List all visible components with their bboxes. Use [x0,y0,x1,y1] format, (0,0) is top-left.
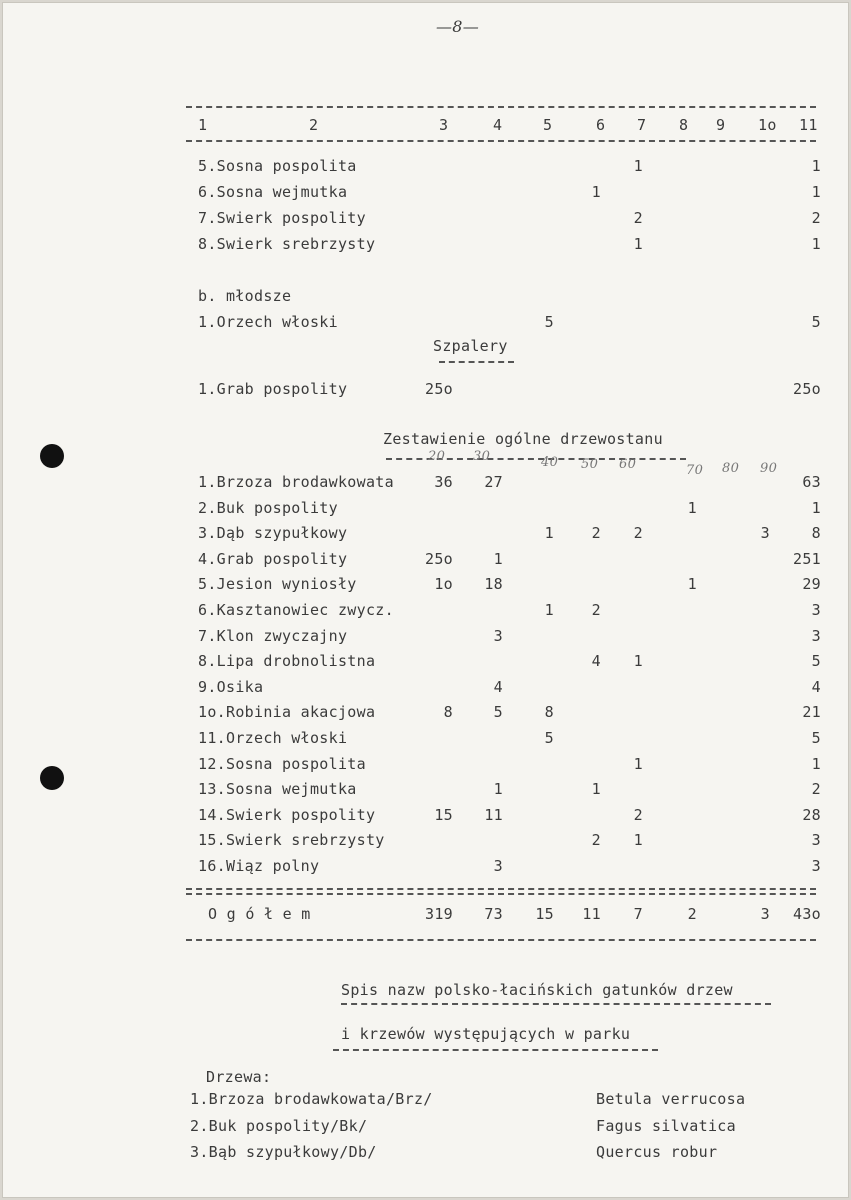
list-heading-line1: Spis nazw polsko-łacińskich gatunków drzew [341,981,733,999]
cell-value: 1 [544,524,554,543]
species-polish-name: 2.Buk pospolity/Bk/ [190,1116,368,1135]
cell-value: 2 [811,780,821,799]
title-underline [439,361,514,363]
punch-hole [40,766,64,790]
row-label: 1.Orzech włoski [198,313,338,331]
total-value: 73 [484,905,503,923]
row-label: 9.Osika [198,677,264,696]
cell-value: 29 [802,575,821,594]
cell-value: 3 [811,626,821,645]
cell-value: 5 [493,703,503,722]
cell-value: 27 [484,473,503,491]
column-header: 1o [758,116,777,134]
cell-value: 2 [591,524,601,543]
cell-value: 5 [811,652,821,671]
row-label: 1.Brzoza brodawkowata [198,473,394,491]
row-label: 4.Grab pospolity [198,549,348,568]
divider-line [186,106,816,108]
row-label: 16.Wiąz polny [198,857,320,875]
cell-value: 2 [633,524,643,543]
species-latin-name: Quercus robur [596,1143,718,1161]
total-value: 15 [535,905,554,923]
page-number: —8— [436,17,480,36]
heading-underline [341,1003,771,1005]
cell-value: 1 [811,498,821,517]
divider-line [186,939,816,941]
total-label: O g ó ł e m [208,905,311,923]
cell-value: 1 [811,235,821,253]
cell-value: 1 [544,601,554,619]
cell-value: 1 [633,235,643,253]
row-label: 5.Jesion wyniosły [198,575,357,594]
cell-value: 18 [484,575,503,594]
column-header: 5 [543,116,553,134]
divider-line [186,893,816,895]
handwritten-range: 40 [541,455,559,470]
row-label: 7.Klon zwyczajny [198,626,348,645]
cell-value: 251 [793,549,821,568]
cell-value: 1 [591,780,601,799]
cell-value: 3 [811,601,821,619]
summary-title: Zestawienie ogólne drzewostanu [383,430,663,448]
cell-value: 1 [687,575,697,594]
cell-value: 1 [633,754,643,773]
cell-value: 8 [544,703,554,722]
cell-value: 4 [811,677,821,696]
cell-value: 11 [484,805,503,824]
column-header: 4 [493,116,503,134]
cell-value: 2 [633,805,643,824]
handwritten-range: 80 [722,461,740,476]
cell-value: 1o [434,575,453,594]
row-label: 13.Sosna wejmutka [198,780,357,799]
total-value: 43o [793,905,821,923]
column-header: 11 [799,116,818,134]
cell-value: 1 [811,157,821,175]
row-label: 11.Orzech włoski [198,729,348,747]
cell-value: 4 [591,652,601,671]
cell-value: 63 [802,473,821,491]
row-label: 12.Sosna pospolita [198,754,366,773]
row-label: 15.Swierk srebrzysty [198,831,385,850]
species-polish-name: 3.Bąb szypułkowy/Db/ [190,1143,377,1161]
document-page [2,2,849,1198]
list-heading-line2: i krzewów występujących w parku [341,1025,631,1043]
cell-value: 8 [443,703,453,722]
column-header: 9 [716,116,726,134]
column-header: 1 [198,116,208,134]
cell-value: 1 [687,498,697,517]
subheading-b: b. młodsze [198,287,292,305]
total-value: 3 [760,905,770,923]
row-label: 6.Sosna wejmutka [198,183,348,201]
row-label: 14.Swierk pospolity [198,805,376,824]
total-value: 2 [687,905,697,923]
cell-value: 5 [811,729,821,747]
cell-value: 25o [793,380,821,398]
cell-value: 2 [633,209,643,227]
heading-underline [333,1049,658,1051]
handwritten-range: 50 [581,457,599,472]
cell-value: 1 [633,831,643,850]
handwritten-range: 20 [428,449,446,464]
divider-line [186,888,816,890]
cell-value: 25o [425,549,453,568]
cell-value: 3 [493,857,503,875]
row-label: 5.Sosna pospolita [198,157,357,175]
cell-value: 1 [591,183,601,201]
cell-value: 1 [633,157,643,175]
handwritten-range: 30 [473,449,491,464]
cell-value: 5 [811,313,821,331]
cell-value: 5 [544,313,554,331]
row-label: 1.Grab pospolity [198,380,348,398]
cell-value: 36 [434,473,453,491]
cell-value: 28 [802,805,821,824]
cell-value: 8 [811,524,821,543]
cell-value: 1 [493,549,503,568]
column-header: 3 [439,116,449,134]
row-label: 6.Kasztanowiec zwycz. [198,601,394,619]
handwritten-range: 70 [686,463,704,478]
row-label: 1o.Robinia akacjowa [198,703,376,722]
divider-line [186,140,816,142]
total-value: 319 [425,905,453,923]
cell-value: 3 [811,831,821,850]
punch-hole [40,444,64,468]
handwritten-range: 60 [619,457,637,472]
species-polish-name: 1.Brzoza brodawkowata/Brz/ [190,1090,433,1108]
szpalery-title: Szpalery [433,337,508,355]
cell-value: 25o [425,380,453,398]
cell-value: 1 [493,780,503,799]
handwritten-range: 90 [760,461,778,476]
column-header: 2 [309,116,319,134]
cell-value: 3 [811,857,821,875]
row-label: 8.Lipa drobnolistna [198,652,376,671]
row-label: 2.Buk pospolity [198,498,338,517]
column-header: 8 [679,116,689,134]
cell-value: 3 [493,626,503,645]
column-header: 7 [637,116,647,134]
cell-value: 1 [811,183,821,201]
cell-value: 5 [544,729,554,747]
cell-value: 1 [633,652,643,671]
cell-value: 2 [591,831,601,850]
column-header: 6 [596,116,606,134]
cell-value: 2 [591,601,601,619]
row-label: 7.Swierk pospolity [198,209,366,227]
cell-value: 15 [434,805,453,824]
list-subheading: Drzewa: [206,1068,272,1086]
row-label: 3.Dąb szypułkowy [198,524,348,543]
cell-value: 2 [811,209,821,227]
cell-value: 21 [802,703,821,722]
species-latin-name: Fagus silvatica [596,1116,736,1135]
cell-value: 4 [493,677,503,696]
row-label: 8.Swierk srebrzysty [198,235,376,253]
total-value: 11 [582,905,601,923]
species-latin-name: Betula verrucosa [596,1090,746,1108]
total-value: 7 [633,905,643,923]
cell-value: 1 [811,754,821,773]
cell-value: 3 [760,524,770,543]
